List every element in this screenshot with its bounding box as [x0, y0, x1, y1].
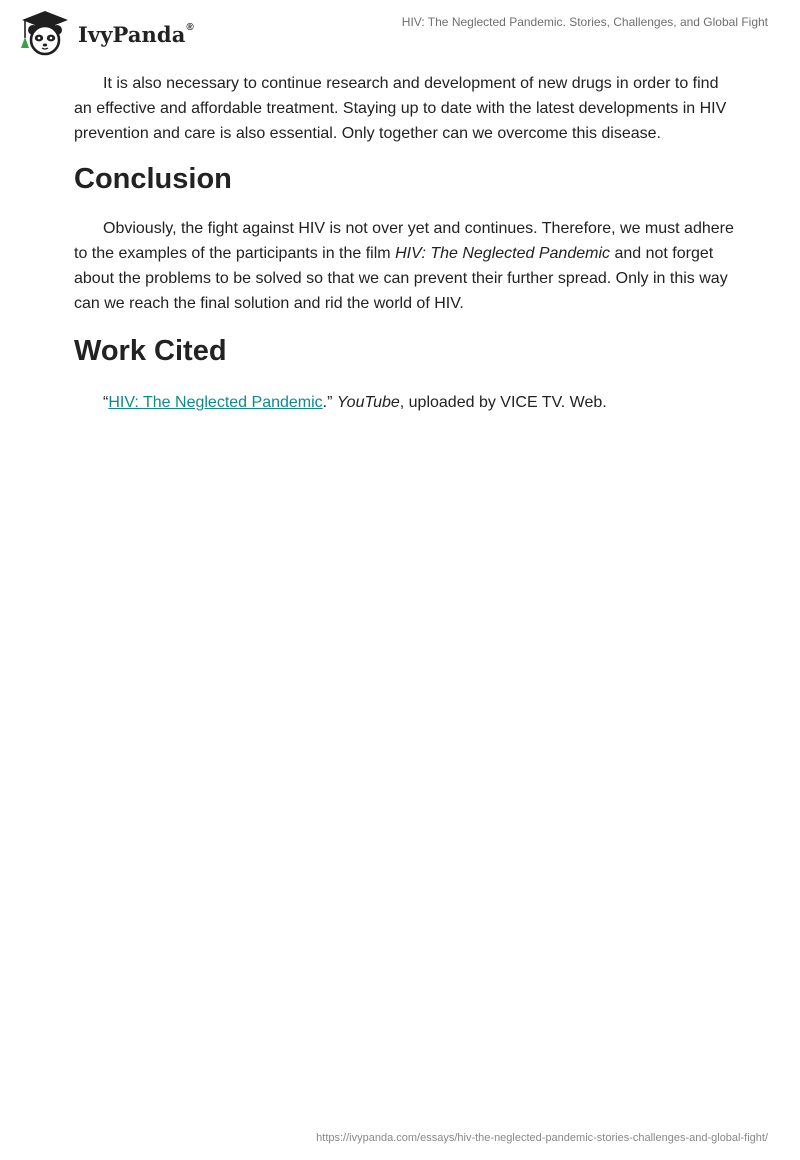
registered-mark: ®	[186, 21, 194, 33]
running-title: HIV: The Neglected Pandemic. Stories, Challenges, and Global Fight	[401, 15, 768, 29]
panda-graduate-icon	[16, 8, 74, 56]
footer-url[interactable]: https://ivypanda.com/essays/hiv-the-neglected-pandemic-stories-challenges-and-global-fight/	[316, 1132, 768, 1144]
conclusion-heading: Conclusion	[74, 163, 232, 195]
citation-link[interactable]: HIV: The Neglected Pandemic	[108, 394, 323, 411]
logo-wordmark: IvyPanda®	[78, 21, 194, 47]
citation-rest: , uploaded by VICE TV. Web.	[399, 394, 607, 411]
conclusion-text-after: and not forget about the problems to be solved so that we can prevent their further spread. Only in this way can we reach the final solution and rid the world of HIV.	[74, 245, 728, 312]
ivypanda-logo[interactable]	[16, 8, 194, 56]
conclusion-paragraph	[74, 216, 734, 316]
citation-after-link: .”	[322, 394, 337, 411]
intro-paragraph: It is also necessary to continue research and development of new drugs in order to find an effective and affordable treatment. Staying up to date with the latest developments in HIV prevention and care is also essential. Only together can we overcome this disease.	[74, 75, 727, 142]
citation-source: YouTube	[336, 394, 400, 411]
essay-content	[74, 71, 734, 415]
conclusion-text-before: Obviously, the fight against HIV is not over yet and continues. Therefore, we must adhere to the examples of the participants in the film	[74, 220, 734, 262]
film-title: HIV: The Neglected Pandemic	[395, 245, 610, 262]
citation-open-quote: “	[103, 394, 109, 411]
citation-entry	[74, 390, 734, 415]
works-cited-heading: Work Cited	[74, 335, 227, 367]
page-header	[0, 0, 800, 62]
